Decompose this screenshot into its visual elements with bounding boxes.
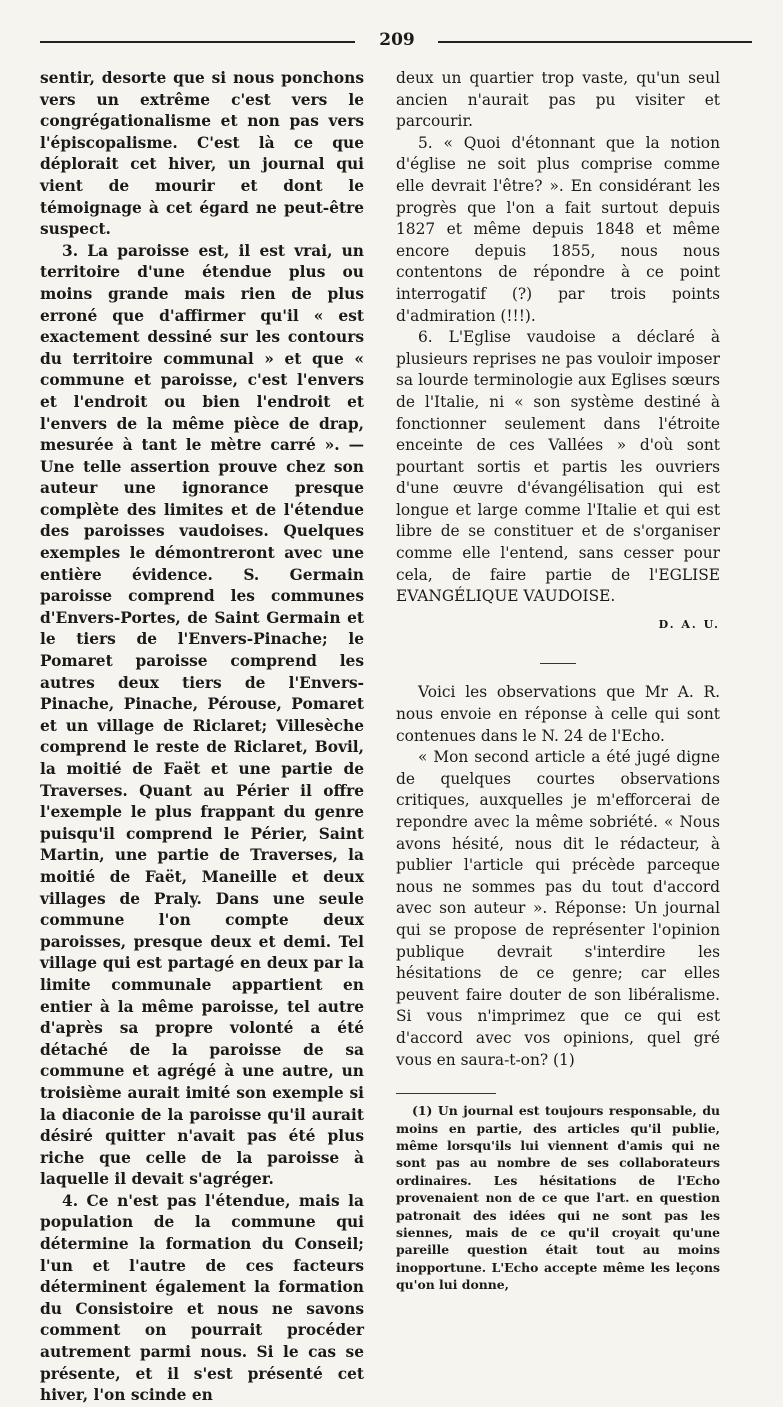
- paragraph-point-5: 5. « Quoi d'étonnant que la notion d'église ne soit plus comprise comme elle devrait l'être? ». En considérant les progrès que l'on a fait surtout depuis 1827 et même depuis 1848 et même encore depuis 1855, nous nous contentons de répondre à ce point interrogatif (?) par trois points d'admiration (!!!).: [396, 133, 720, 325]
- page-number: 209: [379, 30, 415, 50]
- signature: D. A. U.: [658, 617, 720, 631]
- paragraph-letter: « Mon second article a été jugé digne de quelques courtes observations critiques, auxquelles je m'efforcerai de repondre avec la même sobriété. « Nous avons hésité, nous dit le rédacteur, à publier l'article qui précède parceque nous ne sommes pas du tout d'accord avec son auteur ». Réponse: Un journal qui se propose de représenter l'opinion publique devrait s'interdire les hésitations de ce genre; car elles peuvent faire douter de son libéralisme. Si vous n'imprimez que ce qui est d'accord avec vos opinions, quel gré vous en saura-t-on? (1): [396, 748, 720, 1069]
- paragraph-intro-letter: Voici les observations que Mr A. R. nous envoie en réponse à celle qui sont contenues dans le N. 24 de l'Echo.: [396, 683, 720, 745]
- page: [40, 30, 752, 1405]
- section-divider: [540, 663, 576, 664]
- paragraph-continuation: sentir, desorte que si nous ponchons vers un extrême c'est vers le congrégationalisme et non pas vers l'épiscopalisme. C'est là ce que déplorait cet hiver, un journal qui vient de mourir et dont le témoignage à cet égard ne peut-être suspect.: [40, 69, 364, 239]
- footnote-text: (1) Un journal est toujours responsable, du moins en partie, des articles qu'il publie, même lorsqu'ils lui viennent d'amis qui ne sont pas au nombre de ses collaborateurs ordinaires. Les hésitations de l'Echo provenaient non de ce que l'art. en question patronait des idées qui ne sont pas les siennes, mais de ce qu'il croyait qu'une pareille question était tout au moins inopportune. L'Echo accepte même les leçons qu'on lui donne,: [396, 1103, 720, 1293]
- paragraph-continuation-right: deux un quartier trop vaste, qu'un seul ancien n'aurait pas pu visiter et parcourir.: [396, 69, 720, 131]
- paragraph-point-3: 3. La paroisse est, il est vrai, un territoire d'une étendue plus ou moins grande mais rien de plus erroné que d'affirmer qu'il « est exactement dessiné sur les contours du territoire communal » et que « commune et paroisse, c'est l'envers et l'endroit ou bien l'endroit et l'envers de la même pièce de drap, mesurée à tant le mètre carré ». — Une telle assertion prouve chez son auteur une ignorance presque complète des limites et de l'étendue des paroisses vaudoises. Quelques exemples le démontreront avec une entière évidence. S. Germain paroisse comprend les communes d'Envers-Portes, de Saint Germain et le tiers de l'Envers-Pinache; le Pomaret paroisse comprend les autres deux tiers de l'Envers-Pinache, Pinache, Pérouse, Pomaret et un village de Riclaret; Villesèche comprend le reste de Riclaret, Bovil, la moitié de Faët et une partie de Traverses. Quant au Périer il offre l'exemple le plus frappant du genre puisqu'il comprend le Périer, Saint Martin, une partie de Traverses, la moitié de Faët, Maneille et deux villages de Praly. Dans une seule commune l'on compte deux paroisses, presque deux et demi. Tel village qui est partagé en deux par la limite communale appartient en entier à la même paroisse, tel autre d'après sa propre volonté a été détaché de la paroisse de sa commune et agrégé à une autre, un troisième aurait imité son exemple si la diaconie de la paroisse qu'il aurait désiré quitter n'avait pas été plus riche que celle de la paroisse à laquelle il devait s'agréger.: [40, 241, 364, 1189]
- paragraph-point-6: 6. L'Eglise vaudoise a déclaré à plusieurs reprises ne pas vouloir imposer sa lourde terminologie aux Eglises sœurs de l'Italie, ni « son système destiné à fonctionner seulement dans l'étroite enceinte de ces Vallées » d'où sont pourtant sortis et partis les ouvriers d'une œuvre d'évangélisation qui est longue et large comme l'Italie et qui est libre de se constituer et de s'organiser comme elle l'entend, sans cesser pour cela, de faire partie de l'EGLISE EVANGÉLIQUE VAUDOISE.: [396, 328, 720, 606]
- left-column: [40, 68, 364, 1407]
- page-header: [40, 30, 752, 54]
- header-rule-right: [438, 41, 752, 43]
- footnote-rule: [396, 1093, 496, 1094]
- footnote: [396, 1102, 720, 1293]
- right-column: [396, 68, 720, 1294]
- header-rule-left: [40, 41, 355, 43]
- paragraph-point-4: 4. Ce n'est pas l'étendue, mais la population de la commune qui détermine la formation du Conseil; l'un et l'autre de ces facteurs déterminent également la formation du Consistoire et nous ne savons comment on pourrait procéder autrement parmi nous. Si le cas se présente, et il s'est présenté cet hiver, l'on scinde en: [40, 1191, 364, 1405]
